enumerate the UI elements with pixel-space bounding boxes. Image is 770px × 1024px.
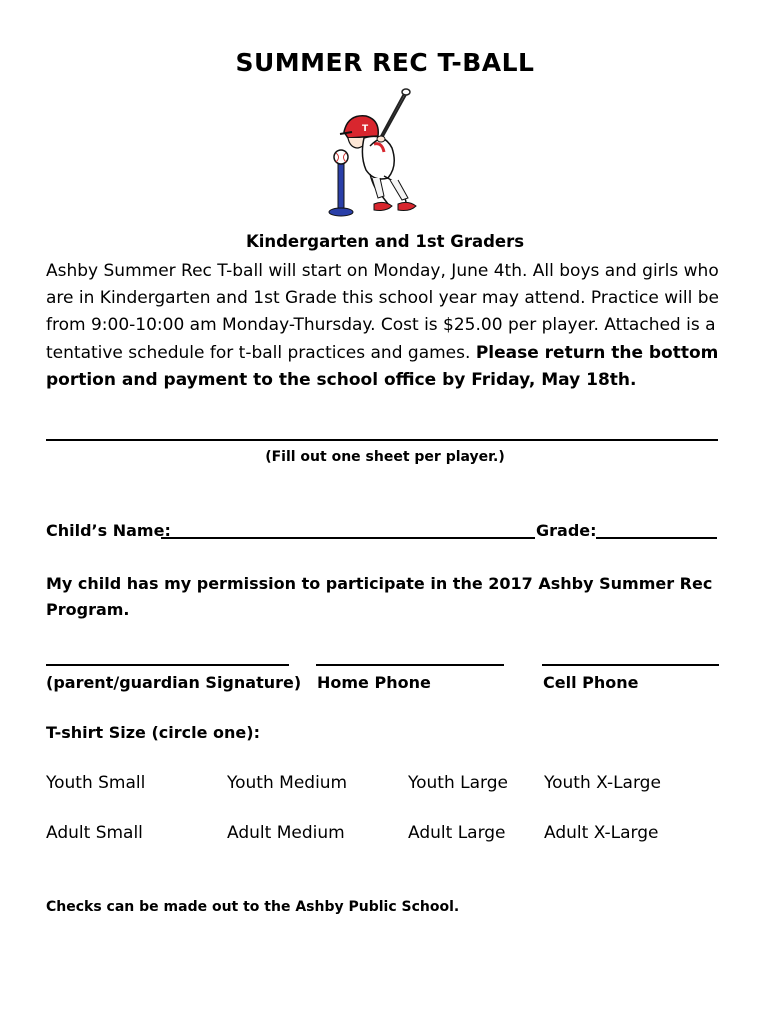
home-phone-field[interactable]: [316, 664, 504, 666]
size-adult-small[interactable]: Adult Small: [46, 823, 143, 843]
size-youth-small[interactable]: Youth Small: [46, 773, 146, 793]
grade-label: Grade:: [536, 521, 597, 540]
size-youth-medium[interactable]: Youth Medium: [227, 773, 348, 793]
signature-label: (parent/guardian Signature): [46, 673, 302, 692]
checks-note: Checks can be made out to the Ashby Public School.: [46, 899, 460, 915]
size-adult-large[interactable]: Adult Large: [408, 823, 506, 843]
child-name-field[interactable]: [161, 537, 535, 539]
page-title: SUMMER REC T-BALL: [235, 48, 535, 77]
size-youth-xlarge[interactable]: Youth X-Large: [544, 773, 661, 793]
intro-paragraph: [46, 258, 736, 394]
tshirt-label: T-shirt Size (circle one):: [46, 723, 260, 742]
cell-phone-field[interactable]: [542, 664, 719, 666]
intro-deadline: Please return the bottom portion and payment to the school office by Friday, May 18th.: [46, 342, 719, 390]
size-youth-large[interactable]: Youth Large: [408, 773, 508, 793]
child-name-label: Child’s Name:: [46, 521, 171, 540]
size-adult-medium[interactable]: Adult Medium: [227, 823, 345, 843]
svg-text:T: T: [362, 124, 369, 134]
permission-statement: My child has my permission to participate in the 2017 Ashby Summer Rec Program.: [46, 574, 713, 619]
cell-phone-label: Cell Phone: [543, 673, 639, 692]
size-adult-xlarge[interactable]: Adult X-Large: [544, 823, 659, 843]
home-phone-label: Home Phone: [317, 673, 431, 692]
fill-note: (Fill out one sheet per player.): [265, 449, 505, 465]
subtitle: Kindergarten and 1st Graders: [245, 232, 525, 251]
grade-field[interactable]: [596, 537, 717, 539]
signature-field[interactable]: [46, 664, 289, 666]
intro-text: Ashby Summer Rec T-ball will start on Monday, June 4th. All boys and girls who are in Kindergarten and 1st Grade this school year may attend. Practice will be from 9:00-10:00 am Monday-Thursday. Cost is $25.00 per player. Attached is a tentative schedule for t-ball practices and games.: [46, 261, 719, 363]
cut-line: [46, 439, 718, 441]
tball-player-illustration: [318, 86, 430, 220]
